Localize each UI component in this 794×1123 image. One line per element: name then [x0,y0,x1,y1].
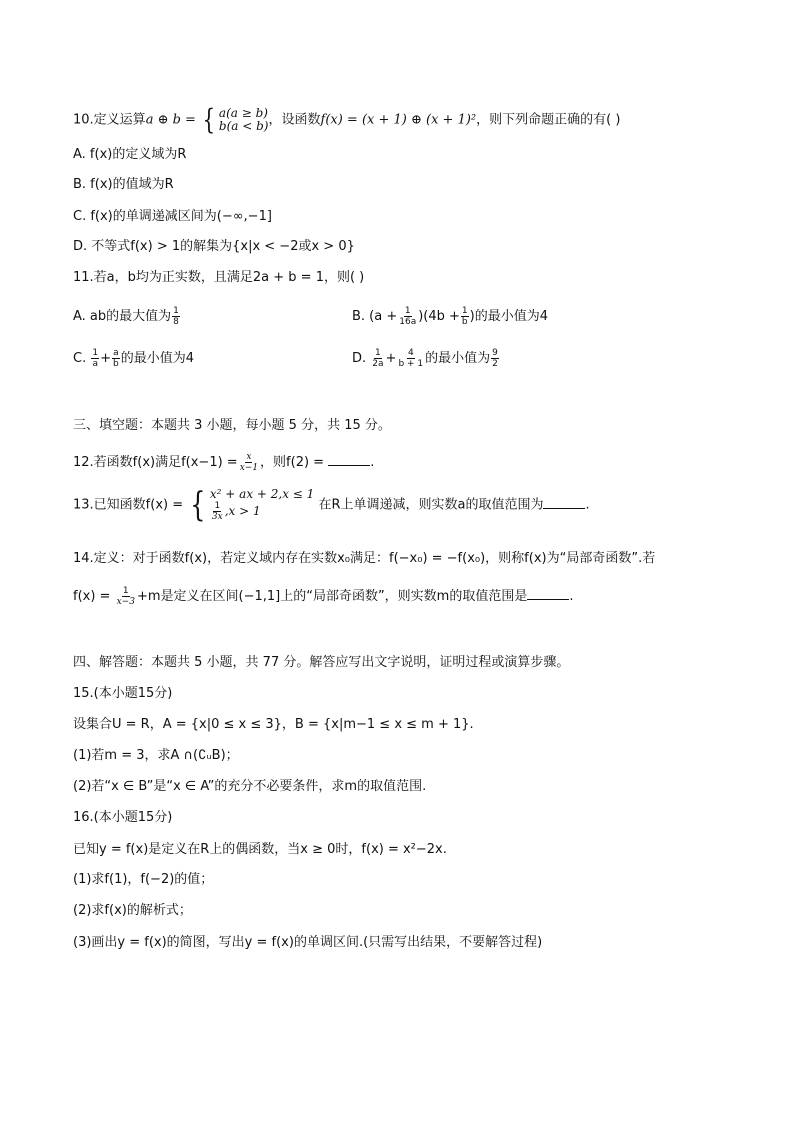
q11-option-c: C. $\frac{1}{a}$ + $\frac{a}{b}$ 的最小值为4 [73,348,194,369]
q10-piecewise [200,103,269,136]
q10-op: a ⊕ b = [145,112,196,128]
q15-line1: 设集合U = R，A = {x|0 ≤ x ≤ 3}，B = {x|m−1 ≤ x ≤ m + 1}. [73,717,474,732]
section-3-heading: 三、填空题：本题共 3 小题，每小题 5 分，共 15 分。 [73,418,391,433]
answer-blank [328,453,370,466]
q10-func: f(x) = (x + 1) ⊕ (x + 1)² [320,112,477,128]
fraction: $\frac{1}{2a}$ [372,348,384,369]
q11-option-b: B. (a + $\frac{1}{16a}$ )(4b + $\frac{1}{b}$ )的最小值为4 [352,306,548,327]
fraction: $\frac{9}{2}$ [492,348,498,369]
q10-case1: a(a ≥ b) [218,106,268,120]
brace-icon: { [190,485,206,525]
q15-heading: 15.(本小题15分) [73,686,173,701]
q11-option-a: A. ab的最大值为 $\frac{1}{8}$ [73,306,179,327]
q13-piecewise [187,485,315,525]
q10-option-a: A. f(x)的定义域为R [73,147,187,162]
q11-stem: 11.若a，b均为正实数，且满足2a + b = 1，则( ) [73,270,365,285]
q11-option-d: D. $\frac{1}{2a}$ + $\frac{4}{b + 1}$ 的最小值为 $\frac{9}{2}$ [352,348,498,369]
q10-option-c: C. f(x)的单调递减区间为(−∞,−1] [73,209,272,224]
answer-blank [543,496,585,509]
fraction: $\frac{4}{b + 1}$ [398,348,424,369]
fraction: $\frac{1}{a}$ [92,348,99,369]
q10-case2: b(a < b) [218,119,269,133]
q15-line2: (1)若m = 3，求A ∩(∁ᵤB)； [73,748,239,763]
fraction: $\frac{1}{3x}$ [211,501,223,522]
q16-line1: 已知y = f(x)是定义在R上的偶函数，当x ≥ 0时，f(x) = x²−2x. [73,842,447,857]
fraction: $\frac{a}{b}$ [113,348,119,369]
brace-icon: { [202,103,216,136]
q10-stem: 10.定义运算a ⊕ b = { a(a ≥ b) b(a < b) ，设函数f(x) = (x + 1) ⊕ (x + 1)²，则下列命题正确的有( ) [73,103,621,136]
fraction: $\frac{1}{16a}$ [399,306,417,327]
fraction: $\frac{1}{8}$ [173,306,179,327]
q10-option-d: D. 不等式f(x) > 1的解集为{x|x < −2或x > 0} [73,239,355,254]
q14-line1: 14.定义：对于函数f(x)，若定义域内存在实数x₀满足：f(−x₀) = −f(x₀)，则称f(x)为“局部奇函数”.若 [73,551,656,566]
q16-line4: (3)画出y = f(x)的简图，写出y = f(x)的单调区间.(只需写出结果，不要解答过程) [73,935,543,950]
q16-heading: 16.(本小题15分) [73,810,173,825]
answer-blank [527,587,569,600]
q16-line3: (2)求f(x)的解析式； [73,903,192,918]
q14-line2: f(x) = $\frac{1}{x-3}$ +m是定义在区间(−1,1]上的“局部奇函数”，则实数m的取值范围是 . [73,586,574,607]
q13-case2: $\frac{1}{3x}$ ,x > 1 [211,501,261,522]
q13-case1: x² + ax + 2,x ≤ 1 [209,487,315,501]
q13-stem: 13.已知函数f(x) = { x² + ax + 2,x ≤ 1 $\frac{1}{3x}$ ,x > 1 在R上单调递减，则实数a的取值范围为 . [73,485,590,525]
q16-line2: (1)求f(1)，f(−2)的值； [73,872,214,887]
fraction: $\frac{x}{x-1}$ [239,452,259,473]
section-4-heading: 四、解答题：本题共 5 小题，共 77 分。解答应写出文字说明，证明过程或演算步骤。 [73,655,570,670]
fraction: $\frac{1}{x-3}$ [116,586,135,607]
q10-option-b: B. f(x)的值域为R [73,177,174,192]
fraction: $\frac{1}{b}$ [461,306,468,327]
q12-stem: 12.若函数f(x)满足f(x−1) = $\frac{x}{x-1}$ ，则f(2) = . [73,452,375,473]
q15-line3: (2)若“x ∈ B”是“x ∈ A”的充分不必要条件，求m的取值范围. [73,779,427,794]
